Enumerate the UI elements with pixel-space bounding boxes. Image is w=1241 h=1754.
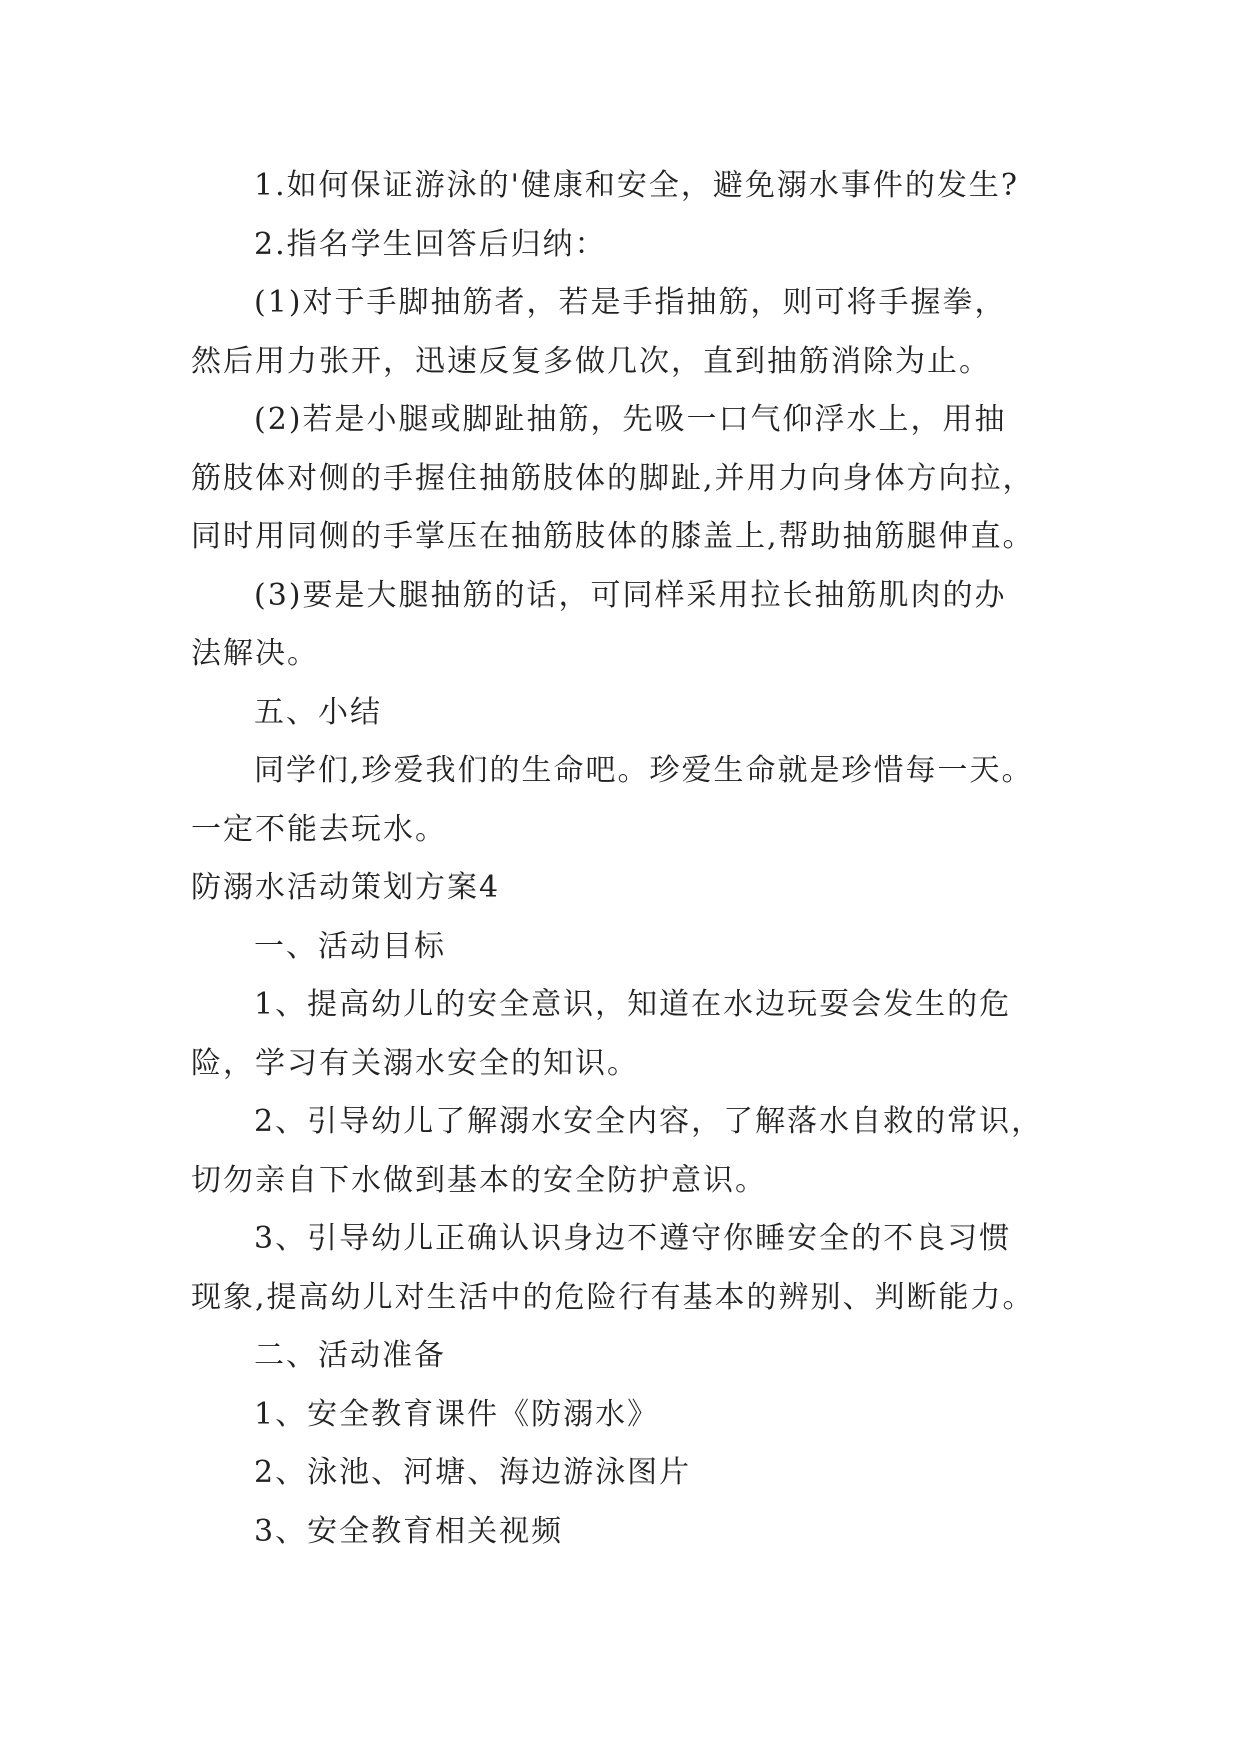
goal-1-continuation: 险，学习有关溺水安全的知识。 <box>191 1045 639 1081</box>
document-body <box>191 157 1071 1561</box>
summary-line: 同学们,珍爱我们的生命吧。珍爱生命就是珍惜每一天。 <box>254 753 1034 788</box>
point-3-continuation: 法解决。 <box>191 636 319 671</box>
question-1-line: 1.如何保证游泳的'健康和安全，避免溺水事件的发生? <box>254 168 1019 203</box>
section-heading: 一、活动目标 <box>254 928 446 964</box>
question-2-line: 2.指名学生回答后归纳： <box>254 226 607 262</box>
plan-title: 防溺水活动策划方案4 <box>191 870 501 905</box>
goal-3-continuation: 现象,提高幼儿对生活中的危险行有基本的辨别、判断能力。 <box>191 1279 1035 1315</box>
point-1-line: (1)对于手脚抽筋者，若是手指抽筋，则可将手握拳， <box>254 285 1007 320</box>
point-2-continuation: 同时用同侧的手掌压在抽筋肢体的膝盖上,帮助抽筋腿伸直。 <box>191 519 1035 554</box>
summary-continuation: 一定不能去玩水。 <box>191 811 447 847</box>
section-heading: 五、小结 <box>254 694 382 730</box>
prep-item-3: 3、安全教育相关视频 <box>254 1513 564 1549</box>
point-2-line: (2)若是小腿或脚趾抽筋，先吸一口气仰浮水上，用抽 <box>254 402 1007 437</box>
goal-2-line: 2、引导幼儿了解溺水安全内容，了解落水自救的常识， <box>254 1104 1044 1139</box>
goal-1-line: 1、提高幼儿的安全意识，知道在水边玩耍会发生的危 <box>254 987 1012 1022</box>
prep-item-1: 1、安全教育课件《防溺水》 <box>254 1396 660 1432</box>
section-heading: 二、活动准备 <box>254 1338 446 1373</box>
goal-2-continuation: 切勿亲自下水做到基本的安全防护意识。 <box>191 1162 767 1198</box>
goal-3-line: 3、引导幼儿正确认识身边不遵守你睡安全的不良习惯 <box>254 1221 1012 1256</box>
point-1-continuation: 然后用力张开，迅速反复多做几次，直到抽筋消除为止。 <box>191 343 991 379</box>
point-2-continuation: 筋肢体对侧的手握住抽筋肢体的脚趾,并用力向身体方向拉， <box>191 460 1035 496</box>
prep-item-2: 2、泳池、河塘、海边游泳图片 <box>254 1455 692 1490</box>
point-3-line: (3)要是大腿抽筋的话，可同样采用拉长抽筋肌肉的办 <box>254 577 1007 613</box>
